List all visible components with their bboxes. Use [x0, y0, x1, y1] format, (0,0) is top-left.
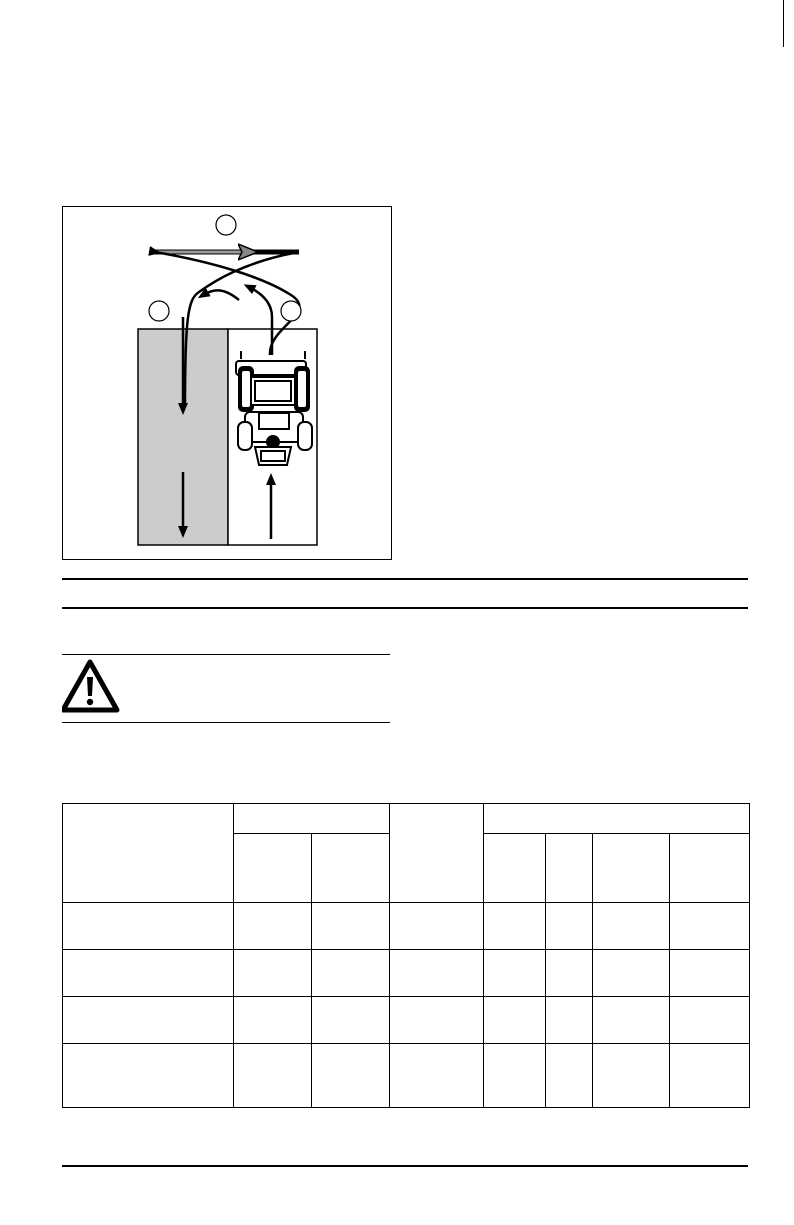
- section-rule-bottom: [62, 607, 748, 609]
- table-cell: [390, 1044, 484, 1108]
- table-cell: [234, 1044, 312, 1108]
- table-cell: [593, 997, 670, 1044]
- table-cell: [63, 1044, 234, 1108]
- callout-1: [216, 215, 236, 235]
- table-cell: [63, 997, 234, 1044]
- table-cell: [312, 1044, 390, 1108]
- table-cell: [390, 997, 484, 1044]
- table-cell: [234, 950, 312, 997]
- table-cell: [484, 997, 546, 1044]
- table-header-cell: [484, 834, 546, 903]
- table-cell: [546, 997, 593, 1044]
- table-header-cell: [234, 804, 390, 834]
- table-cell: [484, 950, 546, 997]
- margin-vertical-rule: [783, 0, 784, 47]
- table-row: [63, 903, 750, 950]
- section-rule-top: [62, 578, 748, 580]
- table-cell: [593, 903, 670, 950]
- table-header-cell: [234, 834, 312, 903]
- table-cell: [546, 1044, 593, 1108]
- table-row: [63, 950, 750, 997]
- table-header-cell: [312, 834, 390, 903]
- table-cell: [670, 903, 750, 950]
- table-cell: [484, 903, 546, 950]
- table-header-row-1: [63, 804, 750, 834]
- table-row: [63, 1044, 750, 1108]
- table-cell: [593, 950, 670, 997]
- table-cell: [63, 903, 234, 950]
- table-cell: [670, 950, 750, 997]
- table-cell: [390, 903, 484, 950]
- table-header-cell: [63, 804, 234, 903]
- table-header-cell: [546, 834, 593, 903]
- table-header-cell: [593, 834, 670, 903]
- table-cell: [234, 903, 312, 950]
- table-cell: [670, 1044, 750, 1108]
- table-cell: [546, 950, 593, 997]
- mowing-pattern-figure: [62, 206, 392, 560]
- table-cell: [312, 903, 390, 950]
- table-row: [63, 997, 750, 1044]
- table-cell: [390, 950, 484, 997]
- table-header-cell: [484, 804, 750, 834]
- callout-2: [149, 301, 169, 321]
- table-cell: [670, 997, 750, 1044]
- table-cell: [484, 1044, 546, 1108]
- callout-3: [281, 301, 301, 321]
- table-header-cell: [670, 834, 750, 903]
- table-cell: [312, 997, 390, 1044]
- table-cell: [593, 1044, 670, 1108]
- warning-block: [62, 654, 390, 723]
- footer-rule: [62, 1165, 748, 1167]
- table-cell: [234, 997, 312, 1044]
- table-cell: [546, 903, 593, 950]
- table-cell: [312, 950, 390, 997]
- warning-triangle-icon: [62, 659, 122, 715]
- table-header-cell: [390, 804, 484, 903]
- table-cell: [63, 950, 234, 997]
- mowing-pattern-diagram: [63, 207, 393, 561]
- specification-table: [62, 803, 750, 1108]
